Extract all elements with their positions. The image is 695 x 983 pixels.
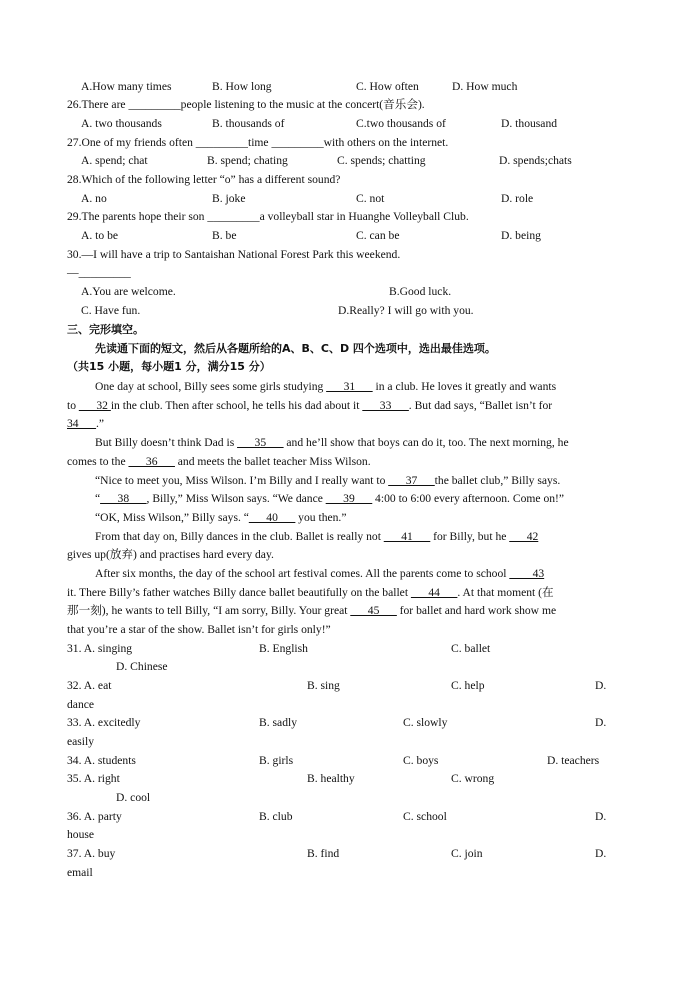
blank-45: ___45___ (350, 604, 397, 617)
blank-35: ___35___ (237, 436, 284, 449)
q32-option-d: D. (595, 679, 607, 692)
q33-option-c: C. slowly (403, 716, 448, 729)
q28-option-b: B. joke (212, 192, 246, 205)
q37-option-a: 37. A. buy (67, 847, 116, 860)
q36-option-d: D. (595, 810, 607, 823)
q30-stem: 30.—I will have a trip to Santaishan National Forest Park this weekend. (67, 248, 401, 261)
q37-option-c: C. join (451, 847, 483, 860)
q34-option-c: C. boys (403, 754, 439, 767)
q31-option-b: B. English (259, 642, 308, 655)
q27-option-a: A. spend; chat (81, 154, 148, 167)
q31-option-d: D. Chinese (116, 660, 168, 673)
passage-line: that you’re a star of the show. Ballet isn’t for girls only!” (67, 623, 331, 636)
q26-option-a: A. two thousands (81, 117, 162, 130)
q35-option-a: 35. A. right (67, 772, 120, 785)
q34-option-d: D. teachers (547, 754, 600, 767)
q36-option-c: C. school (403, 810, 447, 823)
q26-stem: 26.There are _________people listening to the music at the concert(音乐会). (67, 98, 425, 111)
q26-option-d: D. thousand (501, 117, 558, 130)
q31-option-a: 31. A. singing (67, 642, 133, 655)
blank-41: ___41___ (383, 530, 431, 543)
q28-option-a: A. no (81, 192, 107, 205)
q33-option-d: D. (595, 716, 607, 729)
q26-blank: _________ (128, 98, 181, 111)
q37-option-d: D. (595, 847, 607, 860)
passage-line: to ___32 in the club. Then after school, he tells his dad about it ___33___. But dad says, “Ballet isn’t for (67, 399, 553, 412)
q30-option-b: B.Good luck. (389, 285, 452, 298)
blank-36: ___36___ (128, 455, 175, 468)
q25-option-b: B. How long (212, 80, 272, 93)
q29-blank: _________ (207, 210, 260, 223)
passage-line: After six months, the day of the school art festival comes. All the parents come to school ____43 (95, 567, 545, 580)
q35-option-b: B. healthy (307, 772, 355, 785)
q37-option-d-text: email (67, 866, 93, 879)
q30-reply-blank: —_________ (67, 266, 131, 279)
q32-option-a: 32. A. eat (67, 679, 112, 692)
q27-option-c: C. spends; chatting (337, 154, 426, 167)
q36-option-a: 36. A. party (67, 810, 122, 823)
passage-line: But Billy doesn’t think Dad is ___35___ and he’ll show that boys can do it, too. The next morning, he (95, 436, 569, 449)
blank-42: ___42 (509, 530, 539, 543)
q33-option-d-text: easily (67, 735, 95, 748)
q28-option-d: D. role (501, 192, 534, 205)
q28-option-c: C. not (356, 192, 385, 205)
blank-37: ___37___ (388, 474, 435, 487)
blank-40: ___40___ (248, 511, 296, 524)
q29-option-c: C. can be (356, 229, 400, 242)
section-score: （共15 小题，每小题1 分，满分15 分） (67, 360, 271, 373)
passage-line: 那一刻), he wants to tell Billy, “I am sorry, Billy. Your great ___45___ for ballet and hard work show me (67, 604, 557, 617)
q32-option-d-text: dance (67, 698, 95, 711)
blank-32: ___32 (78, 399, 111, 412)
q29-option-d: D. being (501, 229, 541, 242)
q36-option-b: B. club (259, 810, 293, 823)
q27-blank-1: _________ (195, 136, 248, 149)
passage-line: gives up(放弃) and practises hard every day. (67, 548, 274, 561)
q27-option-b: B. spend; chating (207, 154, 288, 167)
q34-option-b: B. girls (259, 754, 294, 767)
q27-option-d: D. spends;chats (499, 154, 572, 167)
section-instruction: 先读通下面的短文，然后从各题所给的A、B、C、D 四个选项中，选出最佳选项。 (95, 342, 496, 355)
blank-43: ____43 (509, 567, 545, 580)
q25-option-d: D. How much (452, 80, 518, 93)
q27-stem: 27.One of my friends often _________time _________with others on the internet. (67, 136, 449, 149)
q30-option-a: A.You are welcome. (81, 285, 176, 298)
q29-stem: 29.The parents hope their son _________a volleyball star in Huanghe Volleyball Club. (67, 210, 469, 223)
q29-option-b: B. be (212, 229, 237, 242)
q30-option-d: D.Really? I will go with you. (338, 304, 474, 317)
q37-option-b: B. find (307, 847, 340, 860)
q27-blank-2: _________ (271, 136, 324, 149)
q35-option-c: C. wrong (451, 772, 495, 785)
blank-44: ___44___ (410, 586, 458, 599)
q35-option-d: D. cool (116, 791, 151, 804)
q29-option-a: A. to be (81, 229, 119, 242)
q30-option-c: C. Have fun. (81, 304, 141, 317)
passage-line: comes to the ___36___ and meets the ballet teacher Miss Wilson. (67, 455, 371, 468)
blank-38: ___38___ (100, 492, 147, 505)
passage-line: it. There Billy’s father watches Billy dance ballet beautifully on the ballet ___44___. At that moment (在 (67, 586, 554, 599)
passage-line: One day at school, Billy sees some girls studying ___31___ in a club. He loves it greatly and wants (95, 380, 557, 393)
q33-option-b: B. sadly (259, 716, 298, 729)
blank-39: ___39___ (325, 492, 373, 505)
q32-option-c: C. help (451, 679, 485, 692)
q26-option-b: B. thousands of (212, 117, 285, 130)
q32-option-b: B. sing (307, 679, 340, 692)
passage-line: “___38___, Billy,” Miss Wilson says. “We dance ___39___ 4:00 to 6:00 every afternoon. Come on!” (95, 492, 565, 505)
blank-31: ___31___ (326, 380, 373, 393)
section-title: 三、完形填空。 (67, 323, 144, 336)
q34-option-a: 34. A. students (67, 754, 136, 767)
q25-option-a: A.How many times (81, 80, 172, 93)
q33-option-a: 33. A. excitedly (67, 716, 141, 729)
q26-option-c: C.two thousands of (356, 117, 446, 130)
q36-option-d-text: house (67, 828, 95, 841)
q25-option-c: C. How often (356, 80, 419, 93)
passage-line: From that day on, Billy dances in the club. Ballet is really not ___41___ for Billy, but he ___42 (95, 530, 539, 543)
q31-option-c: C. ballet (451, 642, 491, 655)
passage-line: “OK, Miss Wilson,” Billy says. “___40___ you then.” (95, 511, 347, 524)
passage-line: “Nice to meet you, Miss Wilson. I’m Billy and I really want to ___37___the ballet club,” Billy says. (95, 474, 561, 487)
blank-34: 34___ (67, 417, 96, 430)
q28-stem: 28.Which of the following letter “o” has a different sound? (67, 173, 341, 186)
passage-line: 34___.” (67, 417, 105, 430)
blank-33: ___33___ (362, 399, 409, 412)
